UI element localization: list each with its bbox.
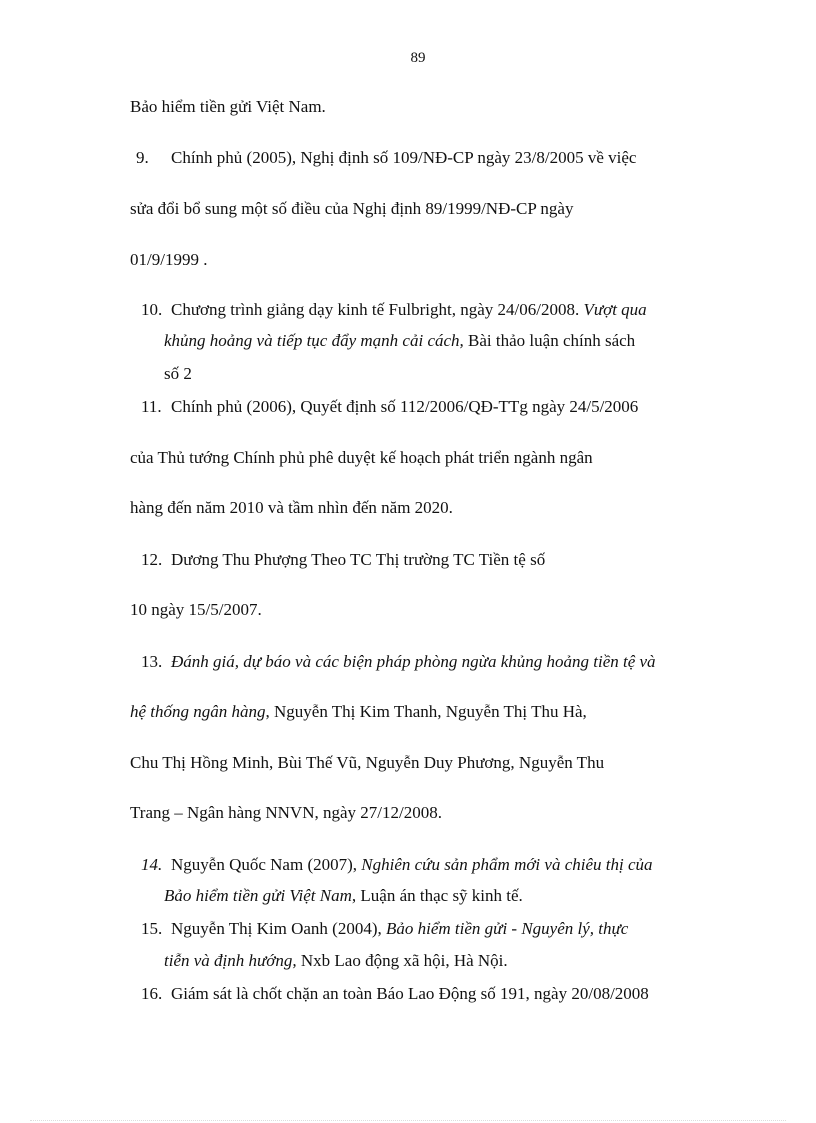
page-number: 89 <box>410 50 426 66</box>
reference-line: 10 ngày 15/5/2007. <box>130 600 262 619</box>
reference-number: 10. <box>141 300 163 319</box>
reference-line: hệ thống ngân hàng, Nguyễn Thị Kim Thanh, Nguyễn Thị Thu Hà, <box>130 702 587 721</box>
reference-line: Chu Thị Hồng Minh, Bùi Thế Vũ, Nguyễn Duy Phương, Nguyễn Thu <box>130 753 605 772</box>
reference-line: của Thủ tướng Chính phủ phê duyệt kế hoạch phát triển ngành ngân <box>130 448 593 467</box>
reference-line: 01/9/1999 . <box>130 250 208 269</box>
reference-number: 14. <box>141 855 163 874</box>
reference-line: số 2 <box>164 364 192 383</box>
reference-item-13: 13. Đánh giá, dự báo và các biện pháp phòng ngừa khủng hoảng tiền tệ và <box>141 652 656 671</box>
reference-line: hàng đến năm 2010 và tầm nhìn đến năm 2020. <box>130 498 453 517</box>
reference-item-15: 15. Nguyễn Thị Kim Oanh (2004), Bảo hiểm tiền gửi - Nguyên lý, thực <box>141 919 629 938</box>
reference-line: sửa đổi bổ sung một số điều của Nghị định 89/1999/NĐ-CP ngày <box>130 199 574 218</box>
reference-line: tiễn và định hướng, Nxb Lao động xã hội, Hà Nội. <box>164 951 508 970</box>
reference-number: 12. <box>141 550 163 569</box>
reference-line: khủng hoảng và tiếp tục đẩy mạnh cải cách, Bài thảo luận chính sách <box>164 331 636 350</box>
reference-number: 13. <box>141 652 163 671</box>
reference-item-14: 14. Nguyễn Quốc Nam (2007), Nghiên cứu sản phẩm mới và chiêu thị của <box>141 855 653 874</box>
reference-item-12: 12. Dương Thu Phượng Theo TC Thị trường TC Tiền tệ số <box>141 550 546 569</box>
reference-item-9: 9. Chính phủ (2005), Nghị định số 109/NĐ-CP ngày 23/8/2005 về việc <box>136 148 637 167</box>
reference-number: 9. <box>136 148 149 167</box>
reference-number: 16. <box>141 984 163 1003</box>
reference-number: 15. <box>141 919 163 938</box>
reference-line: Trang – Ngân hàng NNVN, ngày 27/12/2008. <box>130 803 442 822</box>
reference-item-16: 16. Giám sát là chốt chặn an toàn Báo Lao Động số 191, ngày 20/08/2008 <box>141 984 649 1003</box>
reference-item-11: 11. Chính phủ (2006), Quyết định số 112/2006/QĐ-TTg ngày 24/5/2006 <box>141 397 639 416</box>
reference-line: Bảo hiểm tiền gửi Việt Nam, Luận án thạc sỹ kinh tế. <box>164 886 523 905</box>
reference-continuation: Bảo hiểm tiền gửi Việt Nam. <box>130 97 326 116</box>
reference-number: 11. <box>141 397 162 416</box>
page-bottom-rule <box>30 1120 786 1121</box>
reference-item-10: 10. Chương trình giảng dạy kinh tế Fulbright, ngày 24/06/2008. Vượt qua <box>141 300 647 319</box>
